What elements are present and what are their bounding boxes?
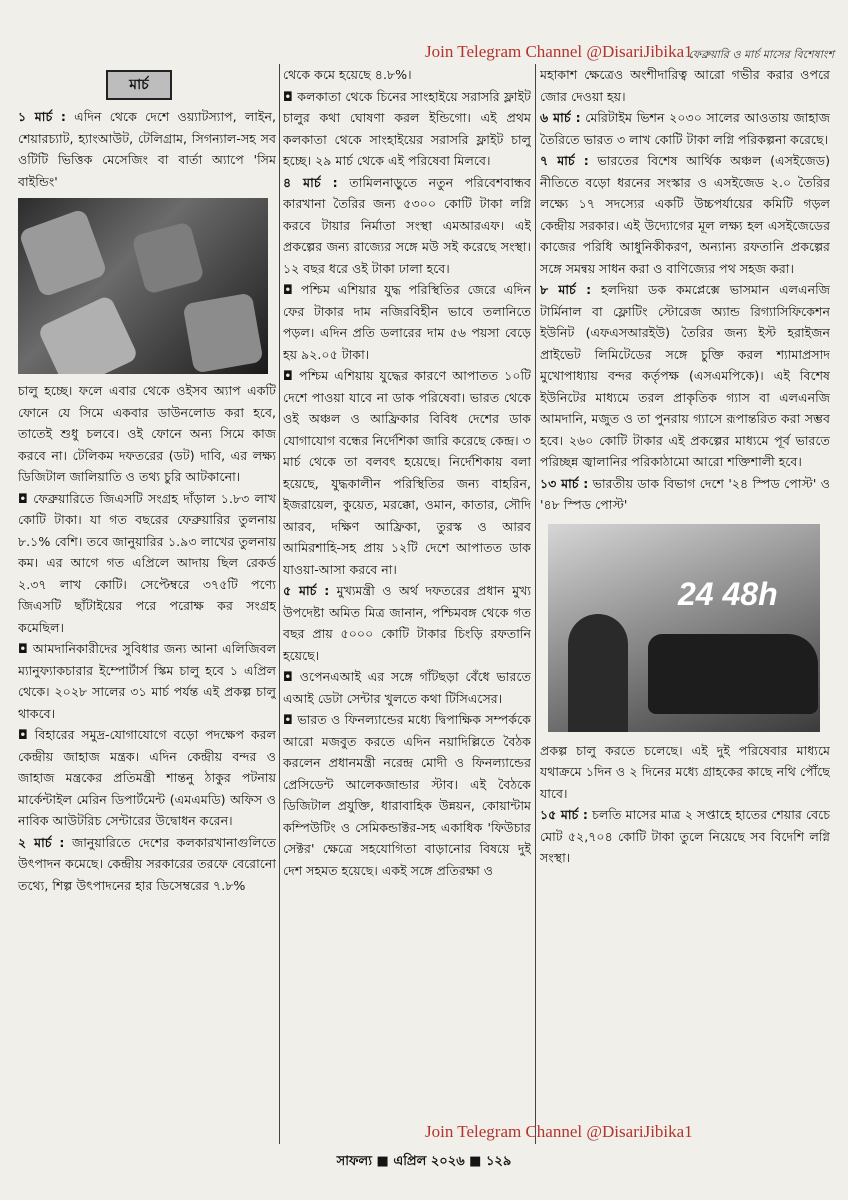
news-item: ৭ মার্চ : ভারতের বিশেষ আর্থিক অঞ্চল (এসইজেড) নীতিতে বড়ো ধরনের সংস্কার ও এসইজেড ২.০ তৈরির লক্ষ্যে ১৭ সদস্যের একটি উচ্চপর্যায়ের কমিটি গড়ল কেন্দ্রীয় সরকার। এই উদ্যোগের মূল লক্ষ্য হল এসইজেডের কাজের পরিধি আধুনিকীকরণ, অন্যান্য রফতানি প্রকল্পের সঙ্গে সমন্বয় সাধন করা ও বাণিজ্যের পথ সহজ করা।: [540, 153, 830, 276]
running-header: ফেব্রুয়ারি ও মার্চ মাসের বিশেষাংশ: [688, 48, 834, 61]
bullet-icon: ◘: [18, 641, 28, 656]
date-heading: ২ মার্চ :: [18, 834, 65, 850]
date-heading: ১৫ মার্চ :: [540, 807, 588, 822]
date-heading: ১৩ মার্চ :: [540, 475, 589, 491]
news-item: ◘ পশ্চিম এশিয়ায় যুদ্ধের কারণে আপাতত ১০টি দেশে পাওয়া যাবে না ডাক পরিষেবা। ভারত থেকে ওই অঞ্চল ও আফ্রিকার বিবিধ দেশের ডাক যোগাযোগ বন্ধের নির্দেশিকা জারি করেছে কেন্দ্র। ৩ মার্চ থেকে তা বলবৎ হয়েছে। নির্দেশিকায় বলা হয়েছে, যুদ্ধকালীন পরিস্থিতির জন্য বাহরিন, ইজরায়েল, কুয়েত, মরক্কো, ওমান, কাতার, সৌদি আরব, দক্ষিণ আফ্রিকা, তুরস্ক ও আরব আমিরশাহি-সহ প্রায় ১২টি দেশে আপাতত ডাক যাওয়া-আসা করবে না।: [283, 368, 531, 577]
date-heading: ১ মার্চ :: [18, 109, 66, 124]
messaging-apps-photo: [18, 198, 268, 374]
column-divider: [535, 64, 536, 1144]
bullet-icon: ◘: [283, 712, 293, 727]
date-heading: ৮ মার্চ :: [540, 282, 592, 297]
column-1: [18, 64, 276, 1146]
telegram-watermark-top: Join Telegram Channel @DisariJibika1: [425, 42, 693, 61]
news-item: ৫ মার্চ : মুখ্যমন্ত্রী ও অর্থ দফতরের প্রধান মুখ্য উপদেষ্টা অমিত মিত্র জানান, পশ্চিমবঙ্গ থেকে গত বছর প্রায় ৫০০০ কোটি টাকার চিংড়ি রফতানি হয়েছে।: [283, 583, 531, 663]
news-text: চালু হচ্ছে। ফলে এবার থেকে ওইসব অ্যাপ একটি ফোনে যে সিমে একবার ডাউনলোড করা হবে, তাতেই শুধু চলবে। ওই ফোনে অন্য সিমে কাজ করবে না। টেলিকম দফতরের (ডট) দাবি, এর লক্ষ্য ডিজিটাল জালিয়াতি ও তথ্য চুরি আটকানো।: [18, 383, 276, 484]
news-item: ◘ পশ্চিম এশিয়ার যুদ্ধ পরিস্থিতির জেরে এদিন ফের টাকার দাম নজিরবিহীন ভাবে তলানিতে পড়ল। এদিন প্রতি ডলারের দাম ৫৬ পয়সা বেড়ে হয় ৯২.০৫ টাকা।: [283, 282, 531, 362]
news-item: ◘ ওপেনএআই এর সঙ্গে গাঁটছড়া বেঁধে ভারতে এআই ডেটা সেন্টার খুলতে কথা টিসিএসের।: [283, 669, 531, 706]
news-text: থেকে কমে হয়েছে ৪.৮%।: [283, 67, 412, 82]
news-item: ◘ ফেব্রুয়ারিতে জিএসটি সংগ্রহ দাঁড়াল ১.৮৩ লাখ কোটি টাকা। যা গত বছরের ফেব্রুয়ারির তুলনায় ৮.১% বেশি। তবে জানুয়ারির ১.৯৩ লাখের তুলনায় কম। এর আগে গত এপ্রিলে আদায় ছিল রেকর্ড ২.৩৭ লাখ কোটি। সেপ্টেম্বরে ৩৭৫টি পণ্যে জিএসটি ছাঁটাইয়ের পরে পরোক্ষ কর সংগ্রহ কমেছিল।: [18, 490, 276, 635]
news-item: ৬ মার্চ : মেরিটাইম ভিশন ২০৩০ সালের আওতায় জাহাজ তৈরিতে ভারত ৩ লাখ কোটি টাকা লগ্নি পরিকল্পনা করেছে।: [540, 110, 830, 147]
bullet-icon: ◘: [283, 368, 293, 383]
telegram-watermark-bottom: Join Telegram Channel @DisariJibika1: [425, 1122, 693, 1141]
date-heading: ৬ মার্চ :: [540, 110, 581, 125]
bullet-icon: ◘: [18, 727, 28, 742]
date-heading: ৭ মার্চ :: [540, 153, 589, 168]
column-2: [283, 64, 531, 1146]
speed-post-label: 24 48h: [678, 575, 778, 612]
delivery-van-figure: [648, 634, 818, 714]
page-footer: সাফল্য ■ এপ্রিল ২০২৬ ■ ১২৯: [336, 1154, 512, 1169]
news-text: এদিন থেকে দেশে ওয়্যাটস্যাপ, লাইন, শেয়ারচ্যাট, হ্যাংআউট, টেলিগ্রাম, সিগন্যাল-সহ সব ওটিটি ভিত্তিক মেসেজিং বা বার্তা অ্যাপে 'সিম বাইন্ডিং': [18, 109, 276, 189]
speed-post-photo: [548, 524, 820, 732]
news-item: ৪ মার্চ : তামিলনাড়ুতে নতুন পরিবেশবান্ধব কারখানা তৈরির জন্য ৫৩০০ কোটি টাকা লগ্নি করবে টায়ার নির্মাতা সংস্থা এমআরএফ। এই প্রকল্পের জন্য রাজ্যের সঙ্গে মউ সই করেছে সংস্থা। ১২ বছর ধরে ওই টাকা ঢালা হবে।: [283, 174, 531, 276]
news-item: [18, 106, 276, 192]
news-text: মহাকাশ ক্ষেত্রেও অংশীদারিত্ব আরো গভীর করার ওপরে জোর দেওয়া হয়।: [540, 67, 830, 104]
column-divider: [279, 64, 280, 1144]
news-item: ◘ আমদানিকারীদের সুবিধার জন্য আনা এলিজিবল ম্যানুফ্যাকচারার ইম্পোর্টার্স স্কিম চালু হবে ১ এপ্রিল থেকে। ২০২৮ সালের ৩১ মার্চ পর্যন্ত এই প্রকল্প চালু থাকবে।: [18, 641, 276, 721]
news-item: ৮ মার্চ : হলদিয়া ডক কমপ্লেক্সে ভাসমান এলএনজি টার্মিনাল বা ফ্লোটিং স্টোরেজ অ্যান্ড রিগ্যাসিফিকেশন ইউনিট (এফএসআরইউ) তৈরির জন্য ইস্ট হরাইজন প্রাইভেট লিমিটেডের সঙ্গে চুক্তি করল শ্যামাপ্রসাদ মুখোপাধ্যায় বন্দর কর্তৃপক্ষ (এসএমপিকে)। এই বিশেষ ইউনিটের মাধ্যমে তরল প্রাকৃতিক গ্যাস বা এলএনজি আমদানি, মজুত ও তা পুনরায় গ্যাসে রূপান্তরিত করা সম্ভব হবে। ২৬০ কোটি টাকার এই প্রকল্পের মাধ্যমে পূর্ব ভারতে পরিচ্ছন্ন জ্বালানির পরিকাঠামো আরো শক্তিশালী হবে।: [540, 282, 830, 469]
news-text: প্রকল্প চালু করতে চলেছে। এই দুই পরিষেবার মাধ্যমে যথাক্রমে ১দিন ও ২ দিনের মধ্যে গ্রাহকের কাছে নথি পৌঁছে যাবে।: [540, 742, 830, 801]
date-heading: ৫ মার্চ :: [283, 583, 330, 598]
section-badge: মার্চ: [106, 70, 172, 100]
news-item: ১৩ মার্চ : ভারতীয় ডাক বিভাগ দেশে '২৪ স্পিড পোস্ট' ও '৪৮ স্পিড পোস্ট': [540, 475, 830, 512]
news-item: ২ মার্চ : জানুয়ারিতে দেশের কলকারখানাগুলিতে উৎপাদন কমেছে। কেন্দ্রীয় সরকারের তরফে বেরোনো তথ্যে, শিল্প উৎপাদনের হার ডিসেম্বরের ৭.৮%: [18, 834, 276, 893]
bullet-icon: ◘: [18, 490, 28, 506]
column-3: [540, 64, 830, 1146]
date-heading: ৪ মার্চ :: [283, 174, 338, 190]
news-item: ◘ ভারত ও ফিনল্যান্ডের মধ্যে দ্বিপাক্ষিক সম্পর্ককে আরো মজবুত করতে এদিন নয়াদিল্লিতে বৈঠক করলেন প্রধানমন্ত্রী নরেন্দ্র মোদী ও ফিনল্যান্ডের প্রেসিডেন্ট আলেকজান্ডার স্টাব। এই বৈঠকে ডিজিটাল প্রযুক্তি, ধারাবাহিক উন্নয়ন, কোয়ান্টাম কম্পিউটিং ও সেমিকন্ডাক্টর-সহ একাধিক 'ফিউচার সেক্টর' ক্ষেত্রে সহযোগিতা বাড়ানোর বিষয়ে দুই দেশ সহমত হয়েছে। একই সঙ্গে প্রতিরক্ষা ও: [283, 712, 531, 878]
news-item: ১৫ মার্চ : চলতি মাসের মাত্র ২ সপ্তাহে হাতের শেয়ার বেচে মোট ৫২,৭০৪ কোটি টাকা তুলে নিয়েছে সব বিদেশি লগ্নি সংস্থা।: [540, 807, 830, 865]
news-item: ◘ বিহারের সমুদ্র-যোগাযোগে বড়ো পদক্ষেপ করল কেন্দ্রীয় জাহাজ মন্ত্রক। এদিন কেন্দ্রীয় বন্দর ও জাহাজ মন্ত্রকের প্রতিমন্ত্রী শান্তনু ঠাকুর পটনায় মার্কেন্টাইল মেরিন ডিপার্টমেন্ট (এমএমডি) অফিস ও নাবিক আউটরিচ সেন্টারের উদ্বোধন করেন।: [18, 727, 276, 828]
bullet-icon: ◘: [283, 88, 293, 104]
news-item: ◘ কলকাতা থেকে চিনের সাংহাইয়ে সরাসরি ফ্লাইট চালুর কথা ঘোষণা করল ইন্ডিগো। এই প্রথম কলকাতা থেকে সাংহাইয়ের সরাসরি ফ্লাইট চালু হচ্ছে। ২৯ মার্চ থেকে এই পরিষেবা মিলবে।: [283, 88, 531, 168]
delivery-person-figure: [568, 614, 628, 732]
bullet-icon: ◘: [283, 282, 293, 297]
bullet-icon: ◘: [283, 669, 293, 684]
